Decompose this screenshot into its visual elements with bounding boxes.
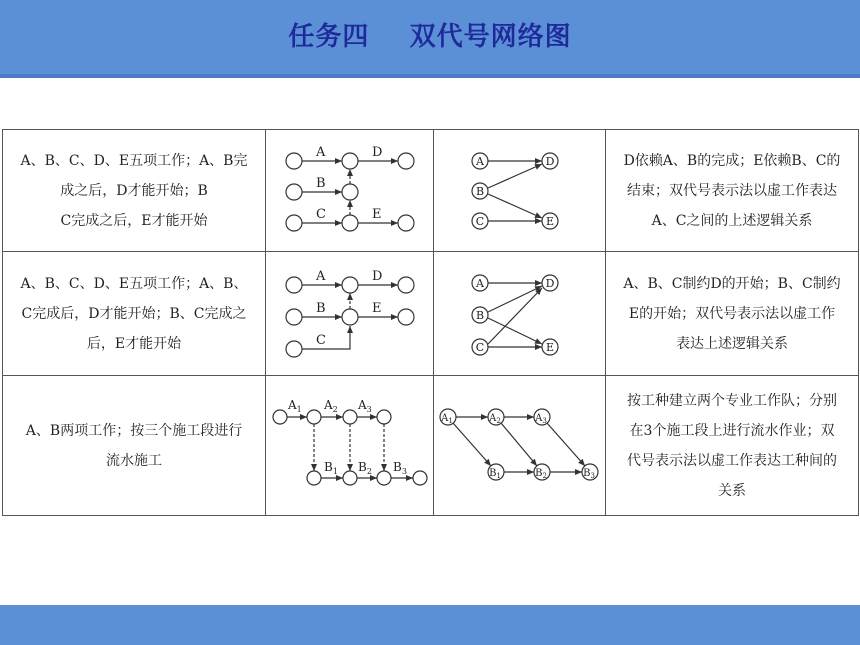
node-label: $A_1$ xyxy=(441,412,453,425)
activity-label: $A_2$ xyxy=(324,397,338,414)
node-label: A xyxy=(476,276,484,290)
network-diagram xyxy=(266,377,432,515)
row1-double-code-diagram xyxy=(266,130,434,252)
row2-single-code-diagram xyxy=(434,252,606,376)
network-diagram xyxy=(266,253,432,375)
activity-label: $B_2$ xyxy=(358,459,372,476)
node-label: C xyxy=(475,214,485,228)
row3-single-code-diagram xyxy=(434,376,606,516)
node-label: B xyxy=(475,308,485,322)
node-label: B xyxy=(475,184,485,198)
network-diagram xyxy=(266,131,432,251)
footer-bar xyxy=(0,605,860,645)
node-label: D xyxy=(545,276,555,290)
row2-double-code-diagram xyxy=(266,252,434,376)
activity-label: E xyxy=(372,206,382,222)
table-row xyxy=(3,130,859,252)
activity-label: $B_3$ xyxy=(393,459,407,476)
activity-label: B xyxy=(316,175,326,191)
node-label: $B_3$ xyxy=(583,467,595,480)
comparison-table xyxy=(2,129,859,516)
node-label: $A_2$ xyxy=(489,412,501,425)
row3-description: A、B两项工作；按三个施工段进行 流水施工 xyxy=(3,376,266,516)
table-row xyxy=(3,376,859,516)
activity-label: $A_3$ xyxy=(358,397,372,414)
node-label: C xyxy=(475,340,485,354)
node-label: E xyxy=(545,214,555,228)
row2-description: A、B、C、D、E五项工作；A、B、 C完成后，D才能开始；B、C完成之 后，E才能开始 xyxy=(3,252,266,376)
network-diagram xyxy=(434,253,604,375)
page-title: 任务四 双代号网络图 xyxy=(288,22,572,52)
network-diagram xyxy=(434,377,604,515)
row1-explanation: D依赖A、B的完成；E依赖B、C的 结束；双代号表示法以虚工作表达 A、C之间的上述逻辑关系 xyxy=(606,130,859,252)
activity-label: A xyxy=(316,144,326,160)
node-label: D xyxy=(545,154,555,168)
activity-label: C xyxy=(316,206,326,222)
activity-label: D xyxy=(372,268,383,284)
network-diagram xyxy=(434,131,604,251)
activity-label: C xyxy=(316,332,326,348)
row3-explanation: 按工种建立两个专业工作队；分别 在3个施工段上进行流水作业；双 代号表示法以虚工作表达工种间的 关系 xyxy=(606,376,859,516)
row3-double-code-diagram xyxy=(266,376,434,516)
row1-single-code-diagram xyxy=(434,130,606,252)
node-label: E xyxy=(545,340,555,354)
activity-label: $A_1$ xyxy=(288,397,302,414)
activity-label: E xyxy=(372,300,382,316)
table-row xyxy=(3,252,859,376)
activity-label: B xyxy=(316,300,326,316)
activity-label: D xyxy=(372,144,383,160)
node-label: $B_1$ xyxy=(489,467,501,480)
node-label: A xyxy=(476,154,484,168)
row1-description: A、B、C、D、E五项工作；A、B完 成之后，D才能开始；B C完成之后，E才能开始 xyxy=(3,130,266,252)
node-label: $B_2$ xyxy=(535,467,547,480)
row2-explanation: A、B、C制约D的开始；B、C制约 E的开始；双代号表示法以虚工作 表达上述逻辑关系 xyxy=(606,252,859,376)
activity-label: A xyxy=(316,268,326,284)
activity-label: $B_1$ xyxy=(324,459,338,476)
node-label: $A_3$ xyxy=(535,412,547,425)
